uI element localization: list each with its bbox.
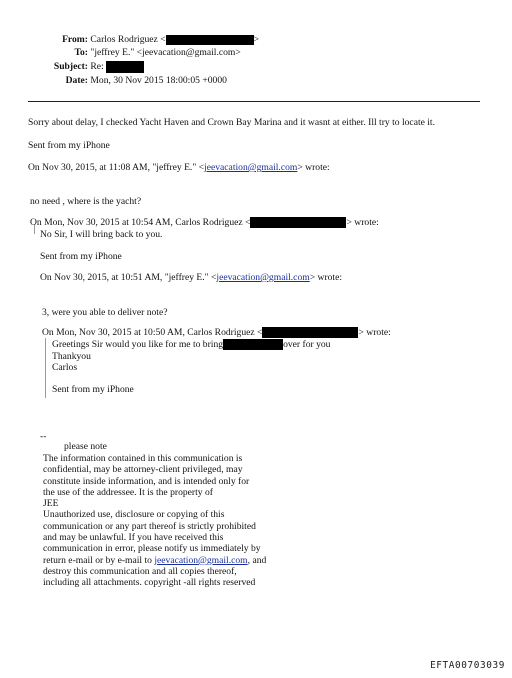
header-date <box>40 75 227 86</box>
subject-label: Subject: <box>53 61 88 73</box>
body-line-1: Sorry about delay, I checked Yacht Haven and Crown Bay Marina and it wasnt at either. Ill try to locate it. <box>28 117 435 128</box>
disclaimer-email-end: , and <box>247 554 267 566</box>
disclaimer-line: Unauthorized use, disclosure or copying of this <box>43 509 225 521</box>
header-subject <box>40 61 144 73</box>
attribution-2 <box>30 217 379 228</box>
to-value: "jeffrey E." <jeevacation@gmail.com> <box>90 47 241 58</box>
body-line-5-text: Greetings Sir would you like for me to bring <box>52 339 224 350</box>
from-label: From: <box>62 34 88 45</box>
attribution-4-text: On Mon, Nov 30, 2015 at 10:50 AM, Carlos Rodriguez < <box>42 327 263 338</box>
disclaimer-line: including all attachments. copyright -all rights reserved <box>43 577 256 589</box>
attribution-1-end: > wrote: <box>297 162 330 173</box>
disclaimer-line: destroy this communication and all copies thereof, <box>43 565 237 577</box>
disclaimer-line: and may be unlawful. If you have received this <box>43 532 224 544</box>
attribution-2-text: On Mon, Nov 30, 2015 at 10:54 AM, Carlos Rodriguez < <box>30 217 251 228</box>
from-end: > <box>253 34 260 45</box>
disclaimer-line: JEE <box>43 498 59 510</box>
quote-bar-2 <box>45 338 46 398</box>
date-label: Date: <box>65 75 88 86</box>
disclaimer-line: The information contained in this communication is <box>43 453 243 464</box>
disclaimer-email-line <box>43 555 266 566</box>
body-line-7: Carlos <box>52 362 78 373</box>
disclaimer-email-text: return e-mail or by e-mail to <box>43 554 155 566</box>
attribution-4-end: > wrote: <box>358 327 391 338</box>
disclaimer-line: communication in error, please notify us immediately by <box>43 543 261 555</box>
body-line-5 <box>52 339 330 350</box>
signature-dashes: -- <box>40 431 47 442</box>
header-from <box>40 34 259 45</box>
redaction-block <box>166 35 254 45</box>
disclaimer-line: constitute inside information, and is intended only for <box>43 475 250 487</box>
signature-please-note: please note <box>64 441 107 452</box>
body-line-6: Thankyou <box>52 351 91 362</box>
attribution-3-end: > wrote: <box>309 272 343 283</box>
redaction-block <box>250 217 346 228</box>
email-link[interactable]: jeevacation@gmail.com <box>204 162 298 173</box>
to-label: To: <box>74 47 88 58</box>
disclaimer-line: the use of the addressee. It is the property of <box>43 486 213 498</box>
header-divider <box>28 101 480 102</box>
body-line-5-end: over for you <box>283 339 331 350</box>
attribution-2-end: > wrote: <box>346 217 379 228</box>
document-id: EFTA00703039 <box>430 660 505 672</box>
attribution-4 <box>42 327 391 338</box>
redaction-block <box>106 61 144 73</box>
redaction-block <box>262 327 358 338</box>
date-value: Mon, 30 Nov 2015 18:00:05 +0000 <box>90 75 227 86</box>
subject-value: Re: <box>90 61 104 73</box>
header-to <box>40 47 241 58</box>
attribution-1 <box>28 162 330 173</box>
sent-from-iphone-3: Sent from my iPhone <box>52 384 134 395</box>
from-value: Carlos Rodriguez < <box>90 34 166 45</box>
disclaimer-line: confidential, may be attorney-client privileged, may <box>43 464 243 476</box>
sent-from-iphone-1: Sent from my iPhone <box>28 140 110 151</box>
body-line-2: no need , where is the yacht? <box>30 196 142 207</box>
disclaimer-block <box>43 453 266 589</box>
body-line-4: 3, were you able to deliver note? <box>42 307 168 318</box>
attribution-3 <box>40 272 342 283</box>
disclaimer-line: communication or any part thereof is strictly prohibited <box>43 520 256 532</box>
email-link[interactable]: jeevacation@gmail.com <box>216 272 310 283</box>
sent-from-iphone-2: Sent from my iPhone <box>40 251 122 262</box>
attribution-3-text: On Nov 30, 2015, at 10:51 AM, "jeffrey E." < <box>40 272 217 283</box>
email-link[interactable]: jeevacation@gmail.com <box>154 554 248 566</box>
redaction-block <box>223 339 283 350</box>
attribution-1-text: On Nov 30, 2015, at 11:08 AM, "jeffrey E." < <box>28 162 205 173</box>
body-line-3: No Sir, I will bring back to you. <box>40 229 163 240</box>
